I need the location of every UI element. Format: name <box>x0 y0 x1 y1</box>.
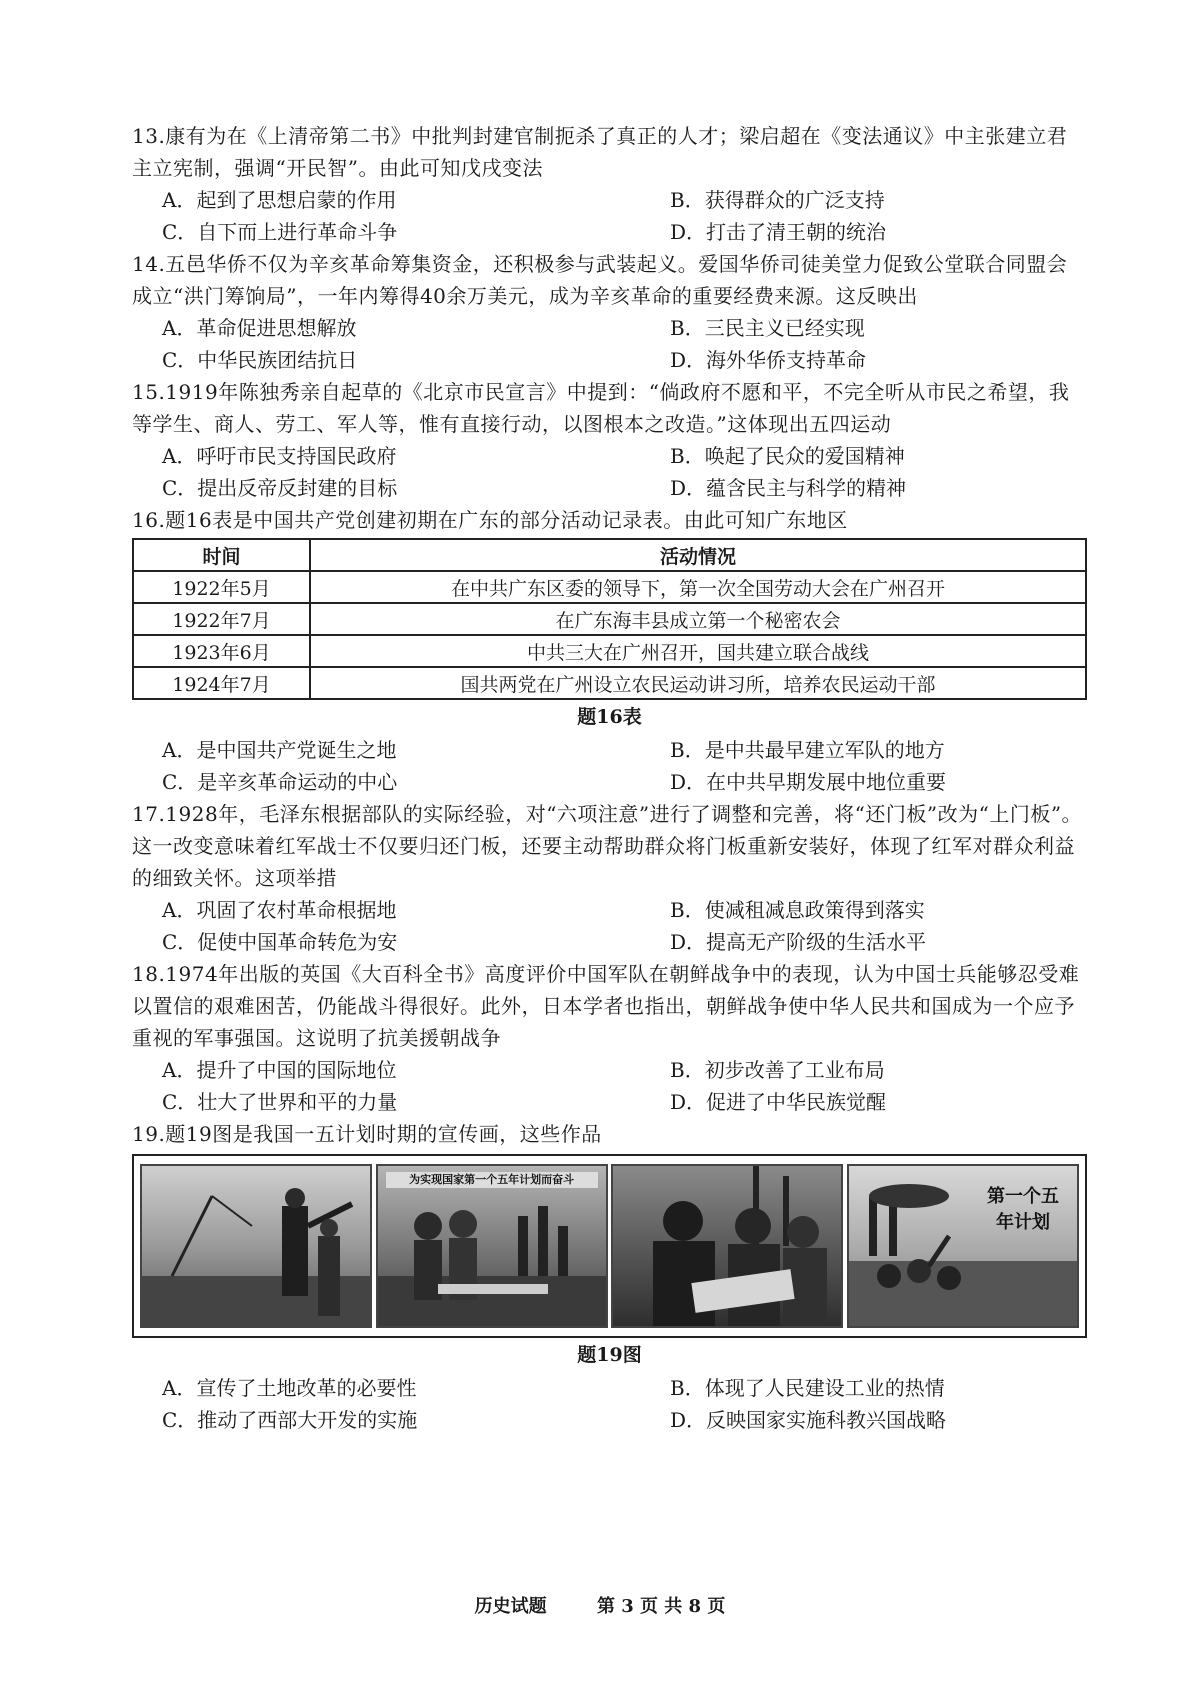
table-cell-activity: 在中共广东区委的领导下，第一次全国劳动大会在广州召开 <box>310 571 1086 603</box>
figure-caption: 题19图 <box>577 1344 642 1366</box>
poster-figure <box>132 1154 1087 1338</box>
poster-title: 第一个五年计划 <box>986 1186 1059 1233</box>
question-18-stem: 18.1974年出版的英国《大百科全书》高度评价中国军队在朝鲜战争中的表现，认为中国士兵能够忍受难以置信的艰难困苦，仍能战斗得很好。此外，日本学者也指出，朝鲜战争使中华人民共和国成为一个应予重视的军事强国。这说明了抗美援朝战争 <box>132 962 1080 1050</box>
table-cell-activity: 在广东海丰县成立第一个秘密农会 <box>310 603 1086 635</box>
table-caption: 题16表 <box>577 706 642 728</box>
option-d[interactable]: D．促进了中华民族觉醒 <box>670 1090 887 1114</box>
question-17-options <box>162 894 1087 958</box>
poster-five-year-plan-workers <box>376 1164 608 1328</box>
question-13-options <box>162 184 1087 248</box>
poster-first-five-year-plan <box>847 1164 1079 1328</box>
question-17-stem: 17.1928年，毛泽东根据部队的实际经验，对“六项注意”进行了调整和完善，将“还门板”改为“上门板”。这一改变意味着红军战士不仅要归还门板，还要主动帮助群众将门板重新安装好，体现了红军对群众利益的细致关怀。这项举措 <box>132 802 1083 890</box>
option-a[interactable]: A．革命促进思想解放 <box>162 316 357 340</box>
option-b[interactable]: B．获得群众的广泛支持 <box>670 188 885 212</box>
table-row <box>133 603 1086 635</box>
option-b[interactable]: B．体现了人民建设工业的热情 <box>670 1376 945 1400</box>
table-cell-activity: 中共三大在广州召开，国共建立联合战线 <box>310 635 1086 667</box>
table-cell-time: 1922年7月 <box>133 603 310 635</box>
page-footer <box>0 1592 1200 1618</box>
option-d[interactable]: D．反映国家实施科教兴国战略 <box>670 1408 947 1432</box>
table-row <box>133 667 1086 699</box>
question-19-stem: 19.题19图是我国一五计划时期的宣传画，这些作品 <box>132 1122 602 1146</box>
footer-page-number: 第 3 页 共 8 页 <box>596 1596 726 1617</box>
question-16-stem: 16.题16表是中国共产党创建初期在广东的部分活动记录表。由此可知广东地区 <box>132 508 848 532</box>
poster-workers-discussion <box>611 1164 843 1328</box>
poster-construction-site <box>140 1164 372 1328</box>
footer-subject: 历史试题 <box>474 1596 547 1617</box>
option-a[interactable]: A．提升了中国的国际地位 <box>162 1058 397 1082</box>
table-cell-time: 1924年7月 <box>133 667 310 699</box>
option-a[interactable]: A．呼吁市民支持国民政府 <box>162 444 397 468</box>
question-14-options <box>162 312 1087 376</box>
table-header-time: 时间 <box>133 539 310 571</box>
option-b[interactable]: B．是中共最早建立军队的地方 <box>670 738 945 762</box>
option-d[interactable]: D．在中共早期发展中地位重要 <box>670 770 947 794</box>
question-13-stem: 13.康有为在《上清帝第二书》中批判封建官制扼杀了真正的人才；梁启超在《变法通议》中主张建立君主立宪制，强调“开民智”。由此可知戊戌变法 <box>132 124 1068 180</box>
option-d[interactable]: D．海外华侨支持革命 <box>670 348 867 372</box>
table-cell-time: 1922年5月 <box>133 571 310 603</box>
option-c[interactable]: C．中华民族团结抗日 <box>162 348 358 372</box>
question-15-options <box>162 440 1087 504</box>
option-c[interactable]: C．促使中国革命转危为安 <box>162 930 398 954</box>
option-c[interactable]: C．壮大了世界和平的力量 <box>162 1090 398 1114</box>
option-d[interactable]: D．打击了清王朝的统治 <box>670 220 887 244</box>
option-c[interactable]: C．是辛亥革命运动的中心 <box>162 770 398 794</box>
activity-table <box>132 538 1087 700</box>
worker-group-image <box>378 1166 606 1326</box>
discussion-figures-image <box>613 1166 841 1326</box>
question-14-stem: 14.五邑华侨不仅为辛亥革命筹集资金，还积极参与武装起义。爱国华侨司徒美堂力促致公堂联合同盟会成立“洪门筹饷局”，一年内筹得40余万美元，成为辛亥革命的重要经费来源。这反映出 <box>132 252 1068 308</box>
option-b[interactable]: B．唤起了民众的爱国精神 <box>670 444 905 468</box>
option-b[interactable]: B．使减租减息政策得到落实 <box>670 898 925 922</box>
option-a[interactable]: A．巩固了农村革命根据地 <box>162 898 397 922</box>
option-d[interactable]: D．蕴含民主与科学的精神 <box>670 476 907 500</box>
option-a[interactable]: A．起到了思想启蒙的作用 <box>162 188 397 212</box>
option-c[interactable]: C．提出反帝反封建的目标 <box>162 476 398 500</box>
table-cell-time: 1923年6月 <box>133 635 310 667</box>
crane-figures-image <box>142 1166 370 1326</box>
question-15-stem: 15.1919年陈独秀亲自起草的《北京市民宣言》中提到：“倘政府不愿和平，不完全听从市民之希望，我等学生、商人、劳工、军人等，惟有直接行动，以图根本之改造。”这体现出五四运动 <box>132 380 1070 436</box>
table-header-activity: 活动情况 <box>310 539 1086 571</box>
table-cell-activity: 国共两党在广州设立农民运动讲习所，培养农民运动干部 <box>310 667 1086 699</box>
table-header-row <box>133 539 1086 571</box>
option-a[interactable]: A．是中国共产党诞生之地 <box>162 738 397 762</box>
option-c[interactable]: C．推动了西部大开发的实施 <box>162 1408 418 1432</box>
poster-title: 为实现国家第一个五年计划而奋斗 <box>386 1172 598 1188</box>
table-row <box>133 635 1086 667</box>
option-d[interactable]: D．提高无产阶级的生活水平 <box>670 930 927 954</box>
option-b[interactable]: B．三民主义已经实现 <box>670 316 865 340</box>
table-row <box>133 571 1086 603</box>
option-b[interactable]: B．初步改善了工业布局 <box>670 1058 885 1082</box>
question-18-options <box>162 1054 1087 1118</box>
exam-page <box>132 120 1087 1436</box>
question-19-options <box>162 1372 1087 1436</box>
option-a[interactable]: A．宣传了土地改革的必要性 <box>162 1376 417 1400</box>
option-c[interactable]: C．自下而上进行革命斗争 <box>162 220 398 244</box>
question-16-options <box>162 734 1087 798</box>
